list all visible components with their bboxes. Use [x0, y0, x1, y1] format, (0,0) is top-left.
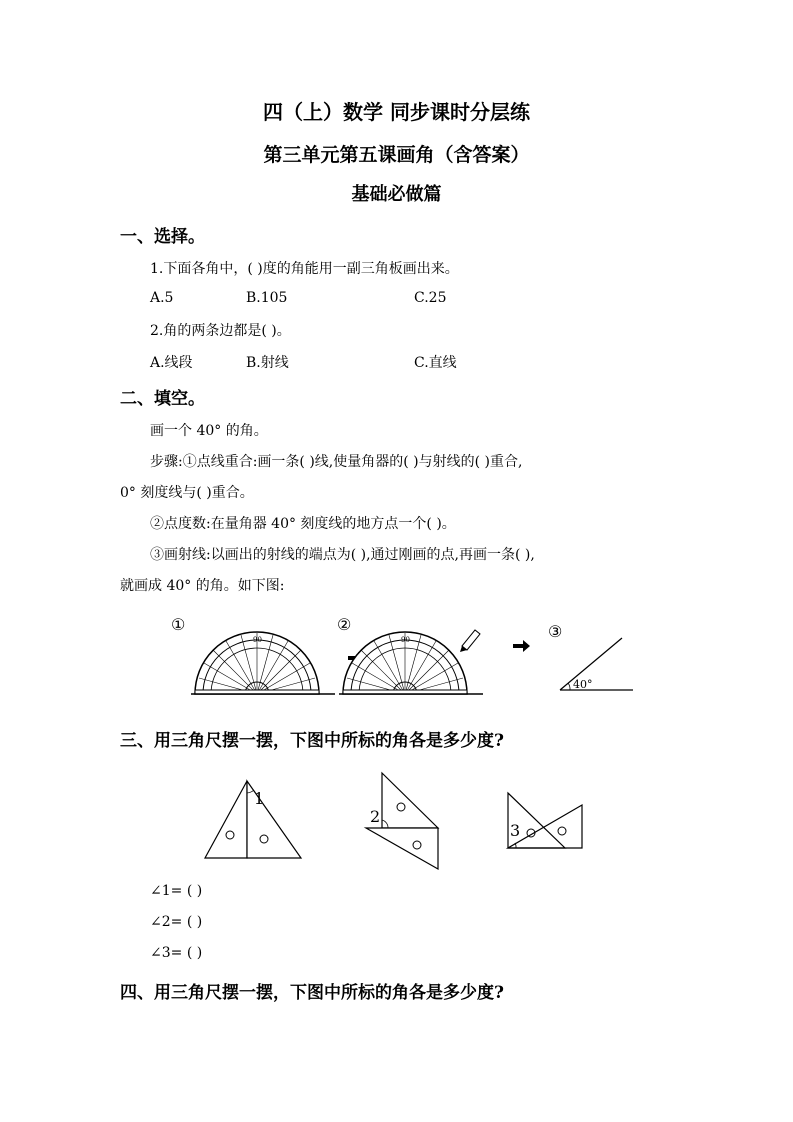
angle-40-diagram	[560, 638, 633, 691]
section-2-heading: 二、填空。	[120, 389, 205, 409]
figure-label-3: ③	[548, 622, 563, 641]
protractor-90-label-1: 90	[253, 636, 262, 644]
step-1-line-2: 0° 刻度线与( )重合。	[120, 485, 254, 501]
answer-angle-2: ∠2= ( )	[150, 914, 203, 930]
step-1-line-1: 步骤:①点线重合:画一条( )线,使量角器的( )与射线的( )重合,	[150, 454, 523, 470]
answer-angle-1: ∠1= ( )	[150, 883, 203, 899]
section-3-heading: 三、用三角尺摆一摆，下图中所标的角各是多少度?	[120, 731, 504, 751]
question-1: 1.下面各角中，( )度的角能用一副三角板画出来。	[150, 261, 459, 277]
fill-intro: 画一个 40° 的角。	[150, 423, 268, 439]
page-subtitle: 第三单元第五课画角（含答案）	[263, 144, 530, 166]
question-2: 2.角的两条边都是( )。	[150, 323, 291, 339]
q2-option-a: A.线段	[150, 355, 193, 371]
figure-label-1: ①	[171, 615, 186, 634]
set-square-figures	[195, 765, 595, 875]
angle-40-label: 40°	[573, 678, 593, 691]
protractor-90-label-2: 90	[401, 636, 410, 644]
answer-angle-3: ∠3= ( )	[150, 945, 203, 961]
q1-option-a: A.5	[150, 290, 174, 306]
set-square-figure-1	[205, 781, 301, 858]
angle-3-label: 3	[510, 821, 521, 840]
section-4-heading: 四、用三角尺摆一摆，下图中所标的角各是多少度?	[120, 983, 504, 1003]
q1-option-b: B.105	[246, 290, 288, 306]
set-square-figure-3	[508, 793, 582, 848]
protractor-figure	[165, 610, 645, 710]
angle-2-label: 2	[370, 807, 381, 826]
q2-option-b: B.射线	[246, 355, 289, 371]
q2-option-c: C.直线	[414, 355, 457, 371]
step-3-line-2: 就画成 40° 的角。如下图:	[120, 578, 285, 594]
figure-label-2: ②	[337, 615, 352, 634]
page-title: 四（上）数学 同步课时分层练	[263, 100, 530, 124]
step-3-line-1: ③画射线:以画出的射线的端点为( ),通过刚画的点,再画一条( ),	[150, 547, 535, 563]
set-square-figure-2	[366, 773, 438, 869]
section-1-heading: 一、选择。	[120, 227, 205, 247]
pencil-icon	[460, 630, 480, 652]
step-2-line: ②点度数:在量角器 40° 刻度线的地方点一个( )。	[150, 516, 456, 532]
angle-1-label: 1	[254, 789, 265, 808]
q1-option-c: C.25	[414, 290, 447, 306]
level-title: 基础必做篇	[351, 184, 442, 205]
